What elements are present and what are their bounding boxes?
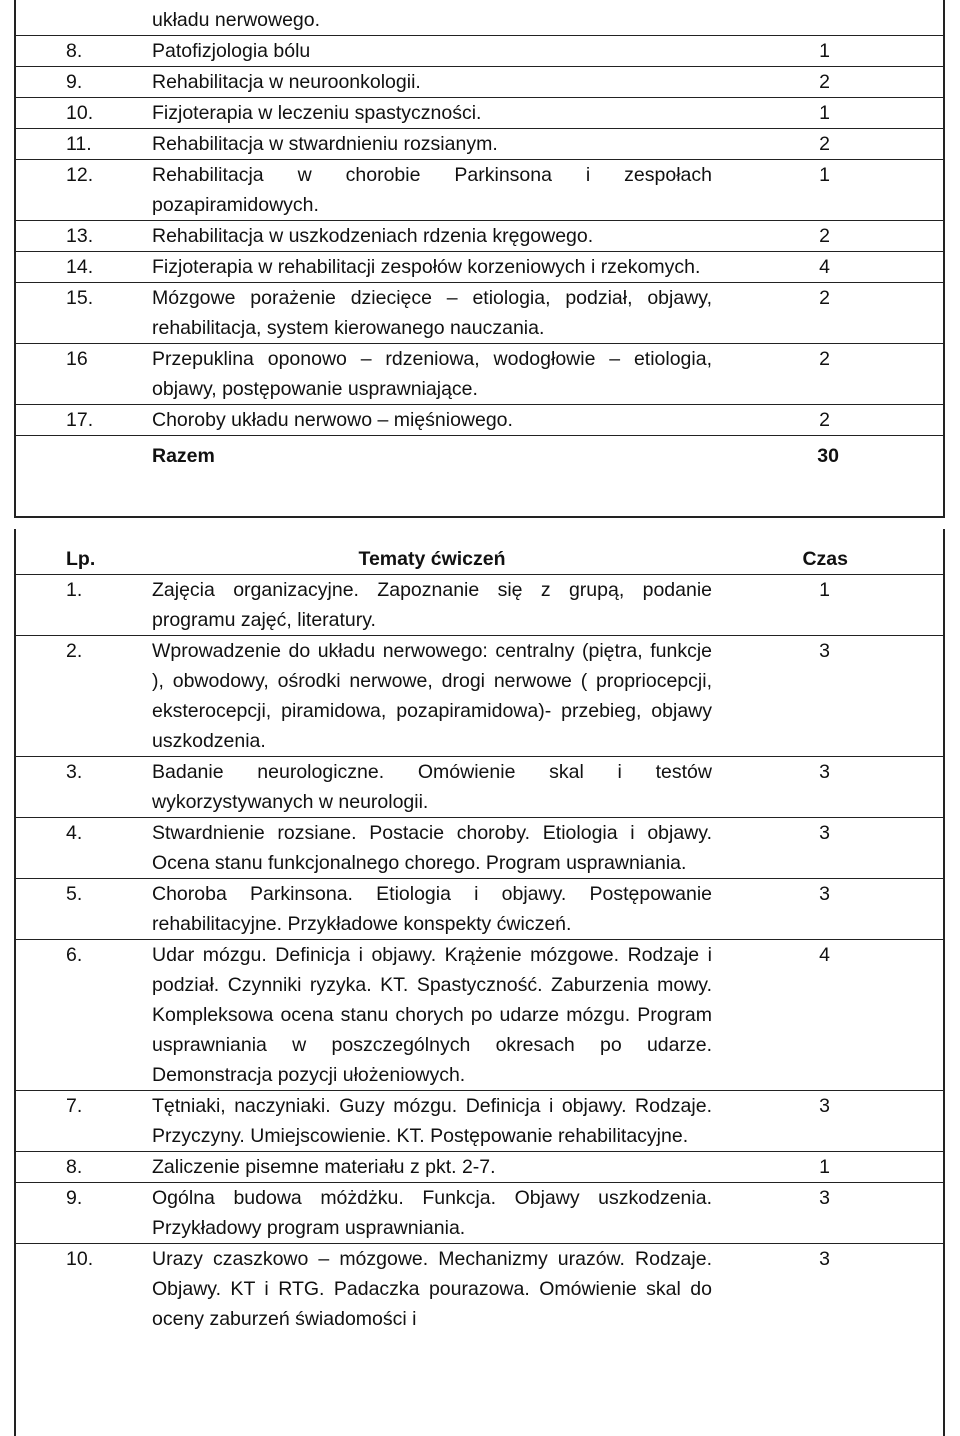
- row-hours: [714, 5, 943, 36]
- row-hours: 3: [714, 1091, 943, 1152]
- row-topic: Stwardnienie rozsiane. Postacie choroby. Etiologia i objawy. Ocena stanu funkcjonalnego chorego. Program usprawniania.: [152, 818, 714, 879]
- lecture-row: [16, 36, 943, 67]
- row-hours: 3: [714, 636, 943, 757]
- lecture-row: [16, 98, 943, 129]
- row-number: 3.: [16, 757, 152, 818]
- exercise-table-frame: [14, 529, 945, 1436]
- row-number: 15.: [16, 283, 152, 344]
- row-number: 10.: [16, 1244, 152, 1335]
- row-number: 17.: [16, 405, 152, 436]
- exercise-table: [16, 544, 943, 1334]
- lecture-row: [16, 5, 943, 36]
- lecture-row: [16, 405, 943, 436]
- row-hours: 1: [714, 160, 943, 221]
- exercise-row: [16, 879, 943, 940]
- lecture-table-frame: [14, 0, 945, 518]
- row-topic: Udar mózgu. Definicja i objawy. Krążenie mózgowe. Rodzaje i podział. Czynniki ryzyka. KT. Spastyczność. Zaburzenia mowy. Kompleksowa ocena stanu chorych po udarze mózgu. Program usprawniania w poszczególnych okresach po udarze. Demonstracja pozycji ułożeniowych.: [152, 940, 714, 1091]
- row-hours: 1: [714, 1152, 943, 1183]
- row-hours: 3: [714, 818, 943, 879]
- row-topic: Zaliczenie pisemne materiału z pkt. 2-7.: [152, 1152, 714, 1183]
- total-row: [16, 436, 943, 471]
- row-topic: Choroba Parkinsona. Etiologia i objawy. Postępowanie rehabilitacyjne. Przykładowe konspekty ćwiczeń.: [152, 879, 714, 940]
- lecture-row: [16, 221, 943, 252]
- total-value: 30: [714, 436, 943, 471]
- row-number: 14.: [16, 252, 152, 283]
- row-number: 12.: [16, 160, 152, 221]
- header-time: Czas: [802, 548, 848, 570]
- exercise-row: [16, 1091, 943, 1152]
- row-number: 1.: [16, 575, 152, 636]
- header-number: Lp.: [66, 548, 96, 570]
- row-hours: 2: [714, 129, 943, 160]
- row-hours: 3: [714, 879, 943, 940]
- exercise-row: [16, 636, 943, 757]
- row-number: 11.: [16, 129, 152, 160]
- lecture-row: [16, 283, 943, 344]
- row-topic: Przepuklina oponowo – rdzeniowa, wodogłowie – etiologia, objawy, postępowanie usprawniające.: [152, 344, 714, 405]
- row-number: 13.: [16, 221, 152, 252]
- row-topic: Fizjoterapia w leczeniu spastyczności.: [152, 98, 714, 129]
- row-topic: Mózgowe porażenie dziecięce – etiologia, podział, objawy, rehabilitacja, system kierowanego nauczania.: [152, 283, 714, 344]
- exercise-row: [16, 818, 943, 879]
- row-number: 16: [16, 344, 152, 405]
- row-topic: Fizjoterapia w rehabilitacji zespołów korzeniowych i rzekomych.: [152, 252, 714, 283]
- row-number: 7.: [16, 1091, 152, 1152]
- row-topic: Patofizjologia bólu: [152, 36, 714, 67]
- row-topic: układu nerwowego.: [152, 9, 321, 31]
- lecture-row: [16, 344, 943, 405]
- row-topic: Wprowadzenie do układu nerwowego: centralny (piętra, funkcje ), obwodowy, ośrodki nerwowe, drogi nerwowe ( propriocepcji, eksterocepcji, piramidowa, pozapiramidowa)- przebieg, objawy uszkodzenia.: [152, 636, 714, 757]
- exercise-table-header: [16, 544, 943, 575]
- row-hours: 2: [714, 283, 943, 344]
- row-hours: 2: [714, 67, 943, 98]
- lecture-row: [16, 160, 943, 221]
- row-topic: Rehabilitacja w uszkodzeniach rdzenia kręgowego.: [152, 221, 714, 252]
- row-hours: 2: [714, 344, 943, 405]
- row-number: 8.: [16, 1152, 152, 1183]
- row-topic: Ogólna budowa móżdżku. Funkcja. Objawy uszkodzenia. Przykładowy program usprawniania.: [152, 1183, 714, 1244]
- exercise-row: [16, 1152, 943, 1183]
- row-topic: Rehabilitacja w stwardnieniu rozsianym.: [152, 129, 714, 160]
- row-hours: 3: [714, 1183, 943, 1244]
- row-number: 5.: [16, 879, 152, 940]
- exercise-row: [16, 575, 943, 636]
- exercise-row: [16, 757, 943, 818]
- lecture-row: [16, 67, 943, 98]
- row-number: 10.: [16, 98, 152, 129]
- lecture-row: [16, 252, 943, 283]
- row-number: 8.: [16, 36, 152, 67]
- row-hours: 1: [714, 575, 943, 636]
- total-spacer: [16, 436, 152, 471]
- row-topic: Badanie neurologiczne. Omówienie skal i testów wykorzystywanych w neurologii.: [152, 757, 714, 818]
- row-number: 6.: [16, 940, 152, 1091]
- row-hours: 1: [714, 98, 943, 129]
- total-label: Razem: [152, 436, 714, 471]
- exercise-row: [16, 1183, 943, 1244]
- row-hours: 3: [714, 757, 943, 818]
- row-number: 9.: [16, 1183, 152, 1244]
- row-topic: Zajęcia organizacyjne. Zapoznanie się z grupą, podanie programu zajęć, literatury.: [152, 575, 714, 636]
- row-hours: 4: [714, 252, 943, 283]
- row-hours: 2: [714, 221, 943, 252]
- row-topic: Urazy czaszkowo – mózgowe. Mechanizmy urazów. Rodzaje. Objawy. KT i RTG. Padaczka pourazowa. Omówienie skal do oceny zaburzeń świadomości i: [152, 1244, 714, 1335]
- exercise-row: [16, 940, 943, 1091]
- row-hours: 2: [714, 405, 943, 436]
- row-number: 2.: [16, 636, 152, 757]
- row-number: [16, 5, 152, 36]
- row-topic: Choroby układu nerwowo – mięśniowego.: [152, 405, 714, 436]
- header-topic: Tematy ćwiczeń: [358, 548, 506, 570]
- row-hours: 3: [714, 1244, 943, 1335]
- row-number: 4.: [16, 818, 152, 879]
- row-number: 9.: [16, 67, 152, 98]
- row-topic: Tętniaki, naczyniaki. Guzy mózgu. Definicja i objawy. Rodzaje. Przyczyny. Umiejscowienie. KT. Postępowanie rehabilitacyjne.: [152, 1091, 714, 1152]
- row-topic: Rehabilitacja w neuroonkologii.: [152, 67, 714, 98]
- lecture-table: [16, 5, 943, 470]
- row-topic: Rehabilitacja w chorobie Parkinsona i zespołach pozapiramidowych.: [152, 160, 714, 221]
- row-hours: 1: [714, 36, 943, 67]
- lecture-row: [16, 129, 943, 160]
- row-hours: 4: [714, 940, 943, 1091]
- exercise-row: [16, 1244, 943, 1335]
